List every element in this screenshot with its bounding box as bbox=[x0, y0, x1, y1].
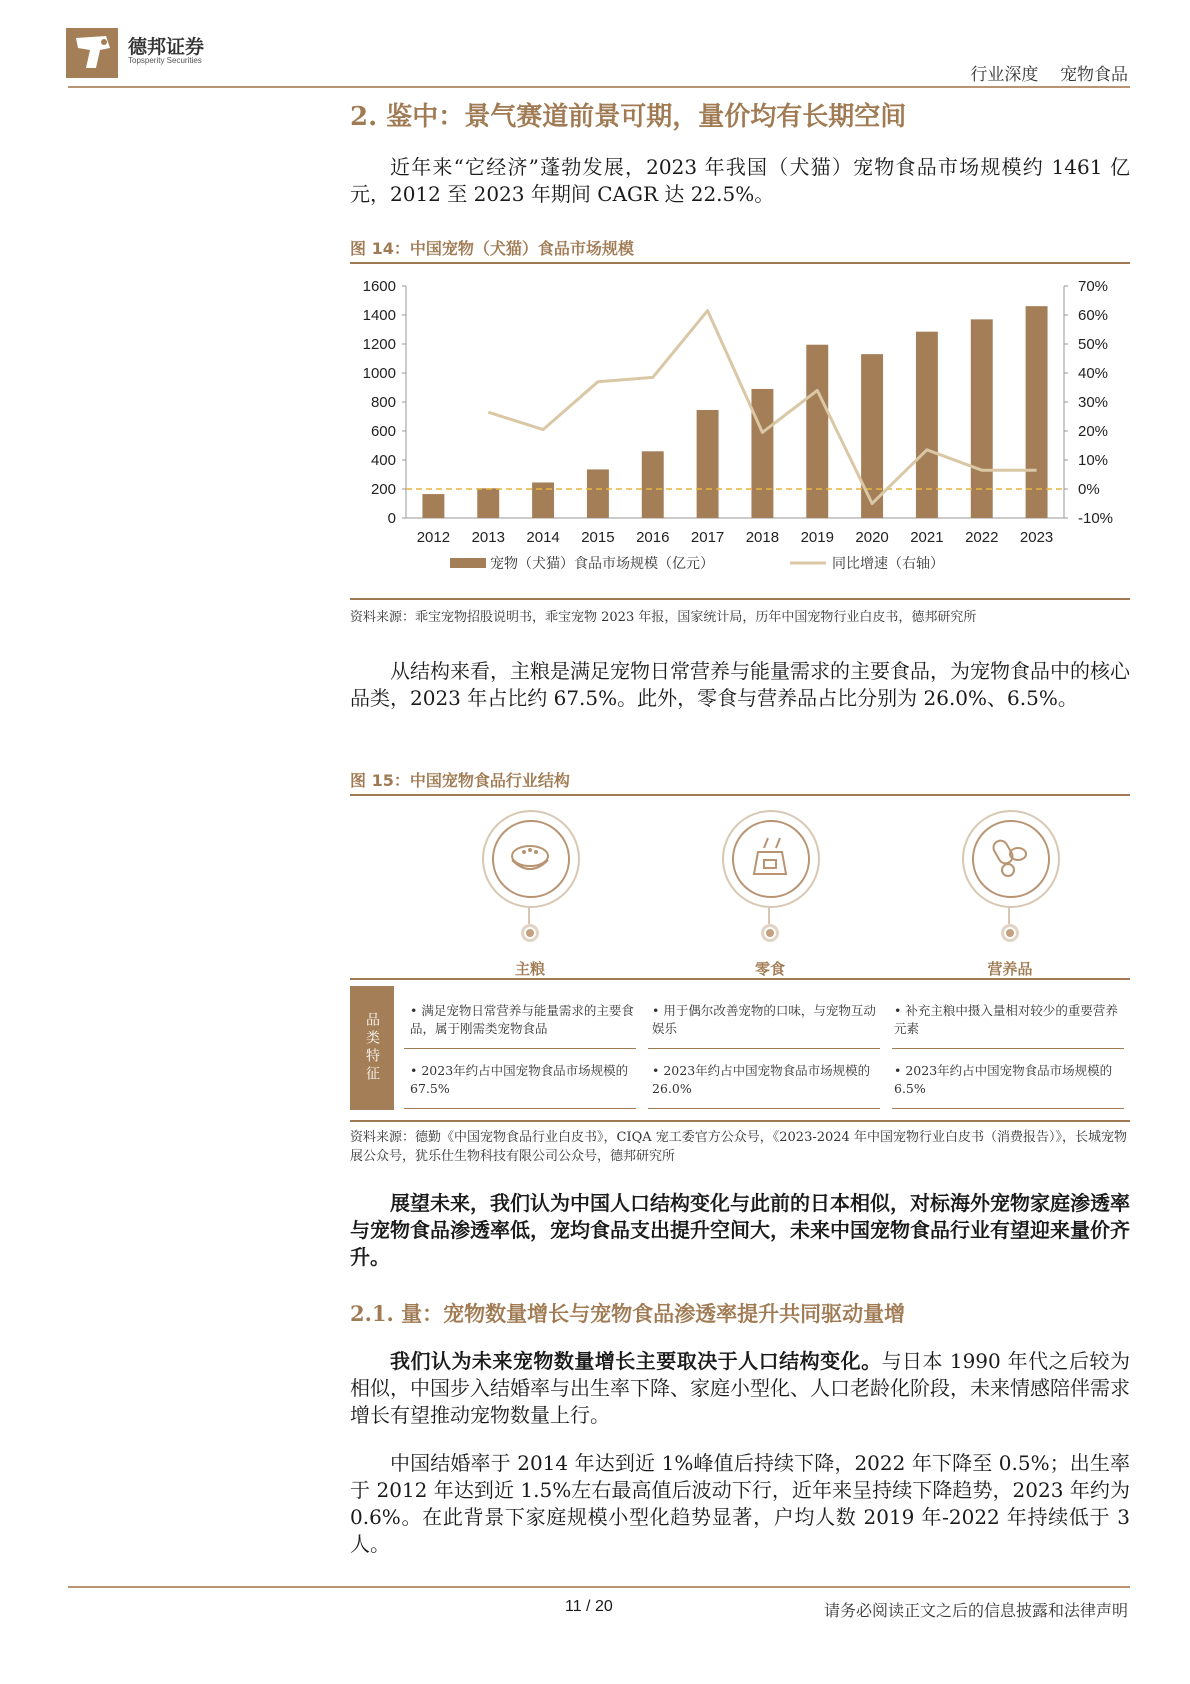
footer-disclaimer: 请务必阅读正文之后的信息披露和法律声明 bbox=[823, 1601, 1128, 1620]
company-logo bbox=[66, 28, 118, 78]
x-tick-label: 2020 bbox=[855, 529, 889, 546]
bar-market-size bbox=[477, 488, 499, 518]
market-size-chart bbox=[350, 268, 1130, 594]
figure-15-top-rule bbox=[350, 794, 1130, 796]
figure-14-title: 图 14：中国宠物（犬猫）食品市场规模 bbox=[350, 239, 634, 258]
subsection-title: 2.1. 量：宠物数量增长与宠物食品渗透率提升共同驱动量增 bbox=[350, 1301, 906, 1326]
header-category: 行业深度 宠物食品 bbox=[970, 65, 1128, 85]
x-tick-label: 2017 bbox=[690, 529, 725, 546]
bar-market-size bbox=[861, 354, 883, 518]
left-tick-label: 200 bbox=[370, 481, 396, 498]
bar-market-size bbox=[697, 410, 719, 518]
left-tick-label: 600 bbox=[370, 423, 396, 440]
main-food-feature: • 满足宠物日常营养与能量需求的主要食品，属于刚需类宠物食品 bbox=[410, 1003, 634, 1036]
bar-market-size bbox=[1026, 306, 1048, 518]
x-tick-label: 2014 bbox=[526, 529, 560, 546]
supplement-feature: • 补充主粮中摄入量相对较少的重要营养元素 bbox=[894, 1003, 1118, 1036]
x-tick-label: 2013 bbox=[471, 529, 505, 546]
x-tick-label: 2015 bbox=[581, 529, 615, 546]
right-tick-label: 50% bbox=[1078, 336, 1109, 353]
left-tick-label: 0 bbox=[387, 510, 396, 527]
category-main-food bbox=[470, 810, 590, 978]
bar-market-size bbox=[751, 389, 773, 518]
pet-count-rest: 与日本 1990 年代之后较为相似，中国步入结婚率与出生率下降、家庭小型化、人口老龄化阶段，未来情感陪伴需求增长有望推动宠物数量上行。 bbox=[350, 1349, 1130, 1427]
left-tick-label: 1200 bbox=[362, 336, 396, 353]
marriage-birth-paragraph: 中国结婚率于 2014 年达到近 1%峰值后持续下降，2022 年下降至 0.5%；出生率于 2012 年达到近 1.5%左右最高值后波动下行，近年来呈持续下降趋势，2023 年约为 0.6%。在此背景下家庭规模小型化趋势显著，户均人数 2019 年-2022 年持续低于 3 人。 bbox=[350, 1451, 1130, 1556]
left-tick-label: 1600 bbox=[362, 278, 396, 295]
bar-market-size bbox=[532, 482, 554, 518]
structure-paragraph: 从结构来看，主粮是满足宠物日常营养与能量需求的主要食品，为宠物食品中的核心品类，2023 年占比约 67.5%。此外，零食与营养品占比分别为 26.0%、6.5%。 bbox=[350, 659, 1130, 710]
snack-bag-icon bbox=[740, 830, 800, 886]
left-tick-label: 800 bbox=[370, 394, 396, 411]
figure-15-title: 图 15：中国宠物食品行业结构 bbox=[350, 771, 570, 790]
feature-side-label-text: 品类特征 bbox=[364, 1012, 380, 1084]
page-number: 11 / 20 bbox=[565, 1598, 613, 1615]
snack-feature: • 用于偶尔改善宠物的口味，与宠物互动娱乐 bbox=[652, 1003, 876, 1036]
legend-line-label: 同比增速（右轴） bbox=[832, 555, 944, 571]
header-rule bbox=[68, 86, 1130, 88]
pet-count-lead: 我们认为未来宠物数量增长主要取决于人口结构变化。 bbox=[390, 1349, 882, 1373]
left-tick-label: 1000 bbox=[362, 365, 396, 382]
x-tick-label: 2022 bbox=[965, 529, 999, 546]
bar-market-size bbox=[642, 451, 664, 518]
connector-line bbox=[528, 906, 530, 926]
intro-paragraph: 近年来“它经济”蓬勃发展，2023 年我国（犬猫）宠物食品市场规模约 1461 亿元，2012 至 2023 年期间 CAGR 达 22.5%。 bbox=[350, 155, 1130, 206]
category-name: 营养品 bbox=[987, 960, 1033, 978]
category-name: 主粮 bbox=[514, 960, 545, 978]
supplement-pills-icon bbox=[980, 830, 1040, 886]
left-tick-label: 1400 bbox=[362, 307, 396, 324]
main-food-share: • 2023年约占中国宠物食品市场规模的67.5% bbox=[410, 1063, 629, 1096]
category-name: 零食 bbox=[754, 960, 785, 978]
bar-market-size bbox=[587, 469, 609, 518]
x-tick-label: 2018 bbox=[745, 529, 780, 546]
x-tick-label: 2019 bbox=[800, 529, 834, 546]
bar-market-size bbox=[806, 345, 828, 518]
figure-14-source: 资料来源：乖宝宠物招股说明书，乖宝宠物 2023 年报，国家统计局，历年中国宠物行业白皮书，德邦研究所 bbox=[350, 610, 977, 625]
right-tick-label: 10% bbox=[1078, 452, 1109, 469]
category-supplement bbox=[950, 810, 1070, 978]
logo-name: 德邦证券 bbox=[128, 36, 205, 58]
right-tick-label: 20% bbox=[1078, 423, 1109, 440]
right-tick-label: 70% bbox=[1078, 278, 1109, 295]
right-tick-label: 60% bbox=[1078, 307, 1109, 324]
figure-15-source: 资料来源：德勤《中国宠物食品行业白皮书》，CIQA 宠工委官方公众号，《2023-2024 年中国宠物行业白皮书（消费报告）》，长城宠物展公众号，犹乐仕生物科技有限公司公众号，德邦研究所 bbox=[350, 1130, 1127, 1164]
logo-subtitle: Topsperity Securities bbox=[128, 56, 202, 65]
figure-14-top-rule bbox=[350, 262, 1130, 264]
figure-15-bottom-rule bbox=[350, 1120, 1130, 1122]
feature-side-label bbox=[350, 986, 394, 1110]
x-tick-label: 2021 bbox=[910, 529, 944, 546]
x-tick-label: 2012 bbox=[416, 529, 451, 546]
bar-market-size bbox=[916, 332, 938, 518]
x-tick-label: 2016 bbox=[636, 529, 670, 546]
right-tick-label: -10% bbox=[1078, 510, 1114, 527]
right-tick-label: 0% bbox=[1078, 481, 1100, 498]
footer-rule bbox=[68, 1586, 1130, 1588]
legend-bar-swatch bbox=[450, 558, 486, 568]
right-tick-label: 30% bbox=[1078, 394, 1109, 411]
bar-market-size bbox=[422, 494, 444, 518]
pet-food-bowl-icon bbox=[500, 830, 560, 886]
connector-line bbox=[1008, 906, 1010, 926]
category-snack bbox=[710, 810, 830, 978]
snack-share: • 2023年约占中国宠物食品市场规模的26.0% bbox=[652, 1063, 871, 1096]
section-title: 2. 鉴中：景气赛道前景可期，量价均有长期空间 bbox=[350, 102, 907, 132]
left-tick-label: 400 bbox=[370, 452, 396, 469]
connector-line bbox=[768, 906, 770, 926]
x-tick-label: 2023 bbox=[1019, 529, 1054, 546]
right-tick-label: 40% bbox=[1078, 365, 1109, 382]
supplement-share: • 2023年约占中国宠物食品市场规模的6.5% bbox=[894, 1063, 1113, 1096]
pet-count-paragraph bbox=[350, 1348, 1130, 1429]
outlook-paragraph: 展望未来，我们认为中国人口结构变化与此前的日本相似，对标海外宠物家庭渗透率与宠物食品渗透率低，宠均食品支出提升空间大，未来中国宠物食品行业有望迎来量价齐升。 bbox=[350, 1191, 1130, 1269]
legend-bar-label: 宠物（犬猫）食品市场规模（亿元） bbox=[490, 555, 714, 571]
figure-14-bottom-rule bbox=[350, 598, 1130, 600]
